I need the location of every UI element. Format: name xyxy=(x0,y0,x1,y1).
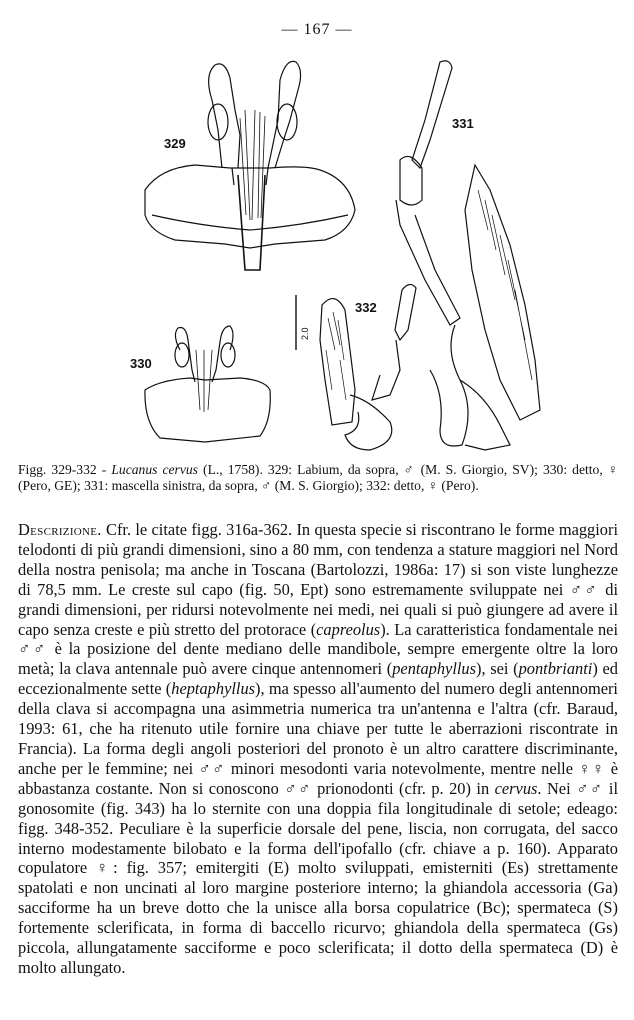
caption-lead: Figg. 329-332 - xyxy=(18,462,112,477)
caption-rest: (L., 1758). 329: Labium, da sopra, ♂ (M. S. Giorgio, SV); 330: detto, ♀ (Pero, GE); 331: mascella sinistra, da sopra, ♂ (M. S. Giorgio); 332: detto, ♀ (Pero). xyxy=(18,462,619,493)
figure-label-330: 330 xyxy=(130,356,152,371)
figure-plate xyxy=(100,50,570,455)
figure-330-labium-drawing xyxy=(145,326,270,442)
figure-label-329: 329 xyxy=(164,136,186,151)
figure-329-labium-drawing xyxy=(145,61,355,270)
figure-label-331: 331 xyxy=(452,116,474,131)
scale-bar-label: 2.0 xyxy=(300,327,310,340)
figure-label-332: 332 xyxy=(355,300,377,315)
description-paragraph xyxy=(18,520,618,978)
body-text-5: ), ma spesso all'aumento del numero degli antennomeri della clava si accompagna una asimmetria numerica tra un'antenna e l'altra (cfr. Baraud, 1993: 61, che ha ritenuto utile fornire una chiave per tutte le aberrazioni riscontrate in Francia). La forma degli angoli posteriori del pronoto è un altro carattere discriminante, anche per le femmine; nei ♂♂ minori mesodonti varia notevolmente, mentre nelle ♀♀ è abbastanza costante. Non si conoscono ♂♂ prionodonti (cfr. p. 20) in xyxy=(18,679,618,798)
body-italic-pontbrianti: pontbrianti xyxy=(518,659,593,679)
figure-drawings xyxy=(100,50,570,455)
body-text-6: . Nei ♂♂ il gonosomite (fig. 343) ha lo sternite con una doppia fila longitudinale di setole; edeago: figg. 348-352. Peculiare è la superficie dorsale del pene, liscia, non corrugata, del sacco interno modestamente bilobato e la forma dell'ipofallo (cfr. chiave a p. 160). Apparato copulatore ♀: fig. 357; emitergiti (E) molto sviluppati, emisterniti (Es) strettamente spatolati e non uncinati al loro margine posteriore interno; la ghiandola accessoria (Ga) sacciforme ha un breve dotto che la unisce alla borsa copulatrice (Bc); spermateca (S) fortemente sclerificata, in forma di baccello ricurvo; ghiandola della spermateca (Gs) piccola, allungatamente sacciforme e poco sclerificata; il dotto della spermateca (D) è molto allungato. xyxy=(18,778,618,977)
body-text-1: Cfr. le citate figg. 316a-362. In questa specie si riscontrano le forme maggiori telodonti di più grandi dimensioni, sino a 80 mm, con tendenza a stature maggiori nel Nord della nostra penisola; ma anche in Toscana (Bartolozzi, 1986a: 17) si son viste lunghezze di 78,5 mm. Le creste sul capo (fig. 50, Ept) sono estremamente sviluppate nei ♂♂ di grandi dimensioni, per ridursi notevolmente nei medi, nei quali si può giungere ad avere il capo senza creste e più stretto del protorace ( xyxy=(18,520,618,639)
body-italic-heptaphyllus: heptaphyllus xyxy=(171,679,256,699)
figure-caption xyxy=(18,462,618,494)
body-text-4: ) ed eccezionalmente sette ( xyxy=(18,659,618,699)
body-italic-pentaphyllus: pentaphyllus xyxy=(392,659,476,679)
body-text-2: ). La caratteristica fondamentale nei ♂♂ è la posizione del dente mediano delle mandibole, sempre emergente oltre la loro metà; la clava antennale può avere cinque antennomeri ( xyxy=(18,619,619,679)
description-heading: Descrizione. xyxy=(18,520,102,539)
body-text-3: ), sei ( xyxy=(476,659,519,679)
body-italic-capreolus: capreolus xyxy=(316,619,381,639)
body-italic-cervus: cervus xyxy=(494,778,538,798)
page-number: — 167 — xyxy=(281,21,353,38)
caption-species: Lucanus cervus xyxy=(111,462,198,477)
